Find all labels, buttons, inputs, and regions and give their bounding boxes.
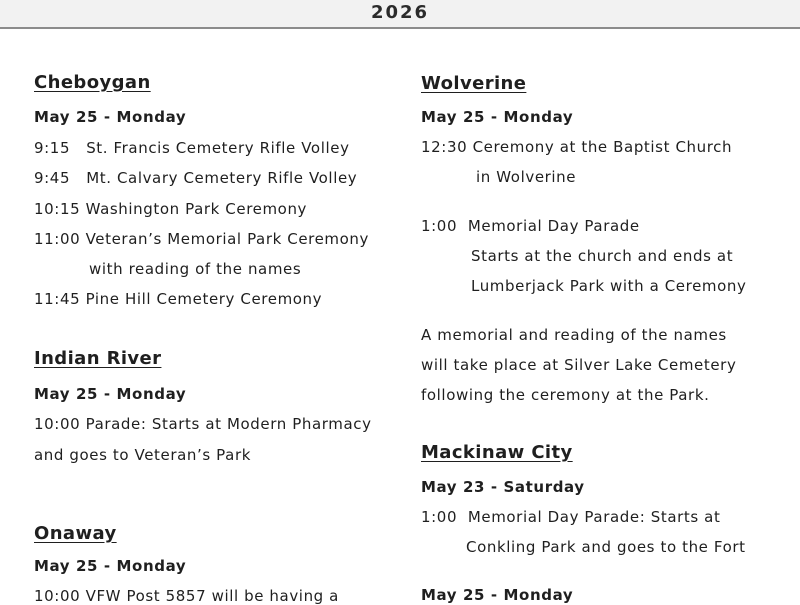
wolverine-line: 1:00 Memorial Day Parade [421,217,640,235]
cheboygan-line: 11:45 Pine Hill Cemetery Ceremony [34,290,323,308]
indian-river-line: and goes to Veteran’s Park [34,446,251,464]
onaway-date: May 25 - Monday [34,557,187,575]
wolverine-line: in Wolverine [476,168,577,186]
onaway-heading: Onaway [34,523,117,544]
onaway-line: 10:00 VFW Post 5857 will be having a [34,587,339,605]
wolverine-line: Starts at the church and ends at [471,247,734,265]
cheboygan-line: 11:00 Veteran’s Memorial Park Ceremony [34,230,369,248]
wolverine-line: will take place at Silver Lake Cemetery [421,356,737,374]
cheboygan-heading: Cheboygan [34,72,151,93]
mackinaw-city-line: 1:00 Memorial Day Parade: Starts at [421,508,721,526]
indian-river-line: 10:00 Parade: Starts at Modern Pharmacy [34,415,372,433]
indian-river-date: May 25 - Monday [34,385,187,403]
cheboygan-line: with reading of the names [89,260,302,278]
wolverine-line: A memorial and reading of the names [421,326,727,344]
cheboygan-line: 9:15 St. Francis Cemetery Rifle Volley [34,139,350,157]
mackinaw-city-line: Conkling Park and goes to the Fort [466,538,746,556]
wolverine-date: May 25 - Monday [421,108,574,126]
cheboygan-date: May 25 - Monday [34,108,187,126]
cheboygan-line: 9:45 Mt. Calvary Cemetery Rifle Volley [34,169,358,187]
mackinaw-city-date-2: May 25 - Monday [421,586,574,604]
mackinaw-city-heading: Mackinaw City [421,442,573,463]
wolverine-heading: Wolverine [421,73,527,94]
wolverine-line: following the ceremony at the Park. [421,386,710,404]
year-heading: 2026 [370,2,430,23]
indian-river-heading: Indian River [34,348,162,369]
wolverine-line: Lumberjack Park with a Ceremony [471,277,747,295]
cheboygan-line: 10:15 Washington Park Ceremony [34,200,308,218]
wolverine-line: 12:30 Ceremony at the Baptist Church [421,138,733,156]
mackinaw-city-date: May 23 - Saturday [421,478,585,496]
